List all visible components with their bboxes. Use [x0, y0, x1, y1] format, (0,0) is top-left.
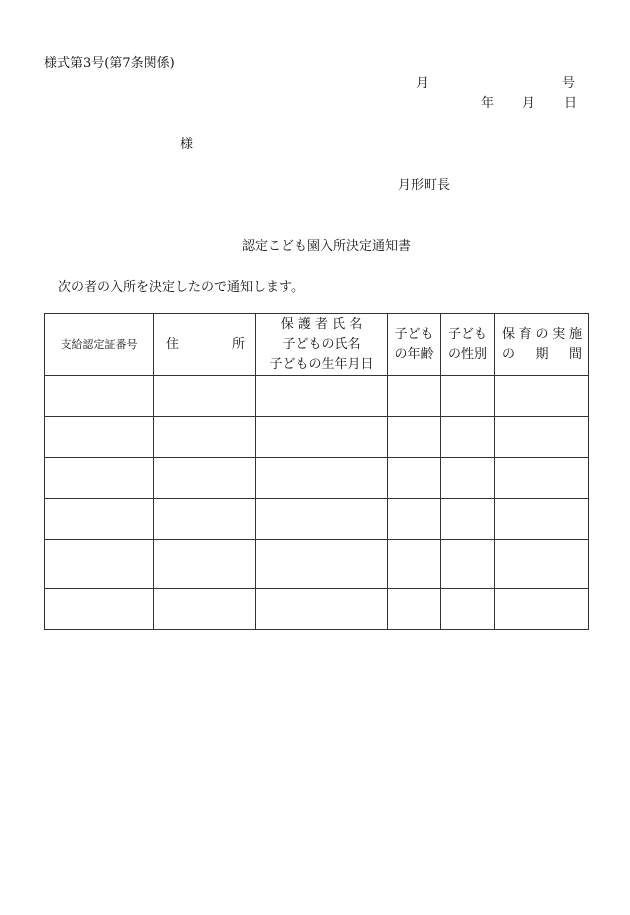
age-cell[interactable]: [388, 458, 441, 499]
recipient-suffix: 様: [180, 137, 194, 152]
header-sex-line: の性別: [447, 346, 487, 362]
names-cell[interactable]: [256, 417, 388, 458]
doc-number-label: 号: [562, 76, 576, 91]
table-row: [45, 589, 589, 630]
address-cell[interactable]: [154, 458, 256, 499]
table-row: [45, 540, 589, 589]
document-title: 認定こども園入所決定通知書: [242, 239, 412, 254]
cert-number-cell[interactable]: [45, 540, 154, 589]
table-row: [45, 376, 589, 417]
table-row: [45, 417, 589, 458]
header-child-name: 子どもの氏名: [282, 336, 361, 352]
table-row: [45, 458, 589, 499]
address-cell[interactable]: [154, 540, 256, 589]
address-cell[interactable]: [154, 417, 256, 458]
header-age: [388, 314, 441, 376]
names-cell[interactable]: [256, 589, 388, 630]
address-cell[interactable]: [154, 376, 256, 417]
names-cell[interactable]: [256, 540, 388, 589]
date-year-label: 年: [481, 96, 495, 111]
body-text: 次の者の入所を決定したので通知します。: [58, 280, 304, 295]
period-cell[interactable]: [495, 458, 589, 499]
header-address: [154, 314, 256, 376]
cert-number-cell[interactable]: [45, 376, 154, 417]
address-cell[interactable]: [154, 499, 256, 540]
header-sex-line: 子ども: [447, 326, 487, 342]
cert-number-cell[interactable]: [45, 417, 154, 458]
header-period-char: 間: [568, 346, 582, 362]
header-guardian-name: 保 護 者 氏 名: [280, 316, 363, 332]
header-address-part: 所: [231, 336, 245, 352]
header-cert-number: 支給認定証番号: [45, 314, 154, 376]
age-cell[interactable]: [388, 589, 441, 630]
doc-number-month-label: 月: [416, 76, 430, 91]
header-period-char: 施: [568, 326, 582, 342]
header-period-char: の: [502, 346, 516, 362]
header-period-char: 保: [502, 326, 516, 342]
date-day-label: 日: [564, 96, 578, 111]
header-period-char: 実: [552, 326, 566, 342]
admission-table: [44, 313, 589, 630]
age-cell[interactable]: [388, 540, 441, 589]
sex-cell[interactable]: [441, 417, 495, 458]
header-names: [256, 314, 388, 376]
header-address-part: 住: [166, 336, 180, 352]
cert-number-cell[interactable]: [45, 458, 154, 499]
header-period-char: 育: [518, 326, 532, 342]
header-period-char: 期: [535, 346, 549, 362]
date-month-label: 月: [522, 96, 536, 111]
header-sex: [441, 314, 495, 376]
period-cell[interactable]: [495, 376, 589, 417]
header-period-char: の: [535, 326, 549, 342]
names-cell[interactable]: [256, 458, 388, 499]
issuer: 月形町長: [398, 178, 451, 193]
table-row: [45, 499, 589, 540]
period-cell[interactable]: [495, 499, 589, 540]
header-period: [495, 314, 589, 376]
table-header-row: [45, 314, 589, 376]
names-cell[interactable]: [256, 376, 388, 417]
sex-cell[interactable]: [441, 376, 495, 417]
names-cell[interactable]: [256, 499, 388, 540]
cert-number-cell[interactable]: [45, 589, 154, 630]
sex-cell[interactable]: [441, 589, 495, 630]
header-child-birthdate: 子どもの生年月日: [269, 356, 374, 372]
period-cell[interactable]: [495, 417, 589, 458]
header-age-line: 子ども: [394, 326, 434, 342]
period-cell[interactable]: [495, 540, 589, 589]
sex-cell[interactable]: [441, 499, 495, 540]
sex-cell[interactable]: [441, 540, 495, 589]
period-cell[interactable]: [495, 589, 589, 630]
age-cell[interactable]: [388, 499, 441, 540]
cert-number-cell[interactable]: [45, 499, 154, 540]
header-age-line: の年齢: [394, 346, 434, 362]
sex-cell[interactable]: [441, 458, 495, 499]
form-number: 様式第3号(第7条関係): [44, 56, 175, 71]
address-cell[interactable]: [154, 589, 256, 630]
age-cell[interactable]: [388, 417, 441, 458]
age-cell[interactable]: [388, 376, 441, 417]
